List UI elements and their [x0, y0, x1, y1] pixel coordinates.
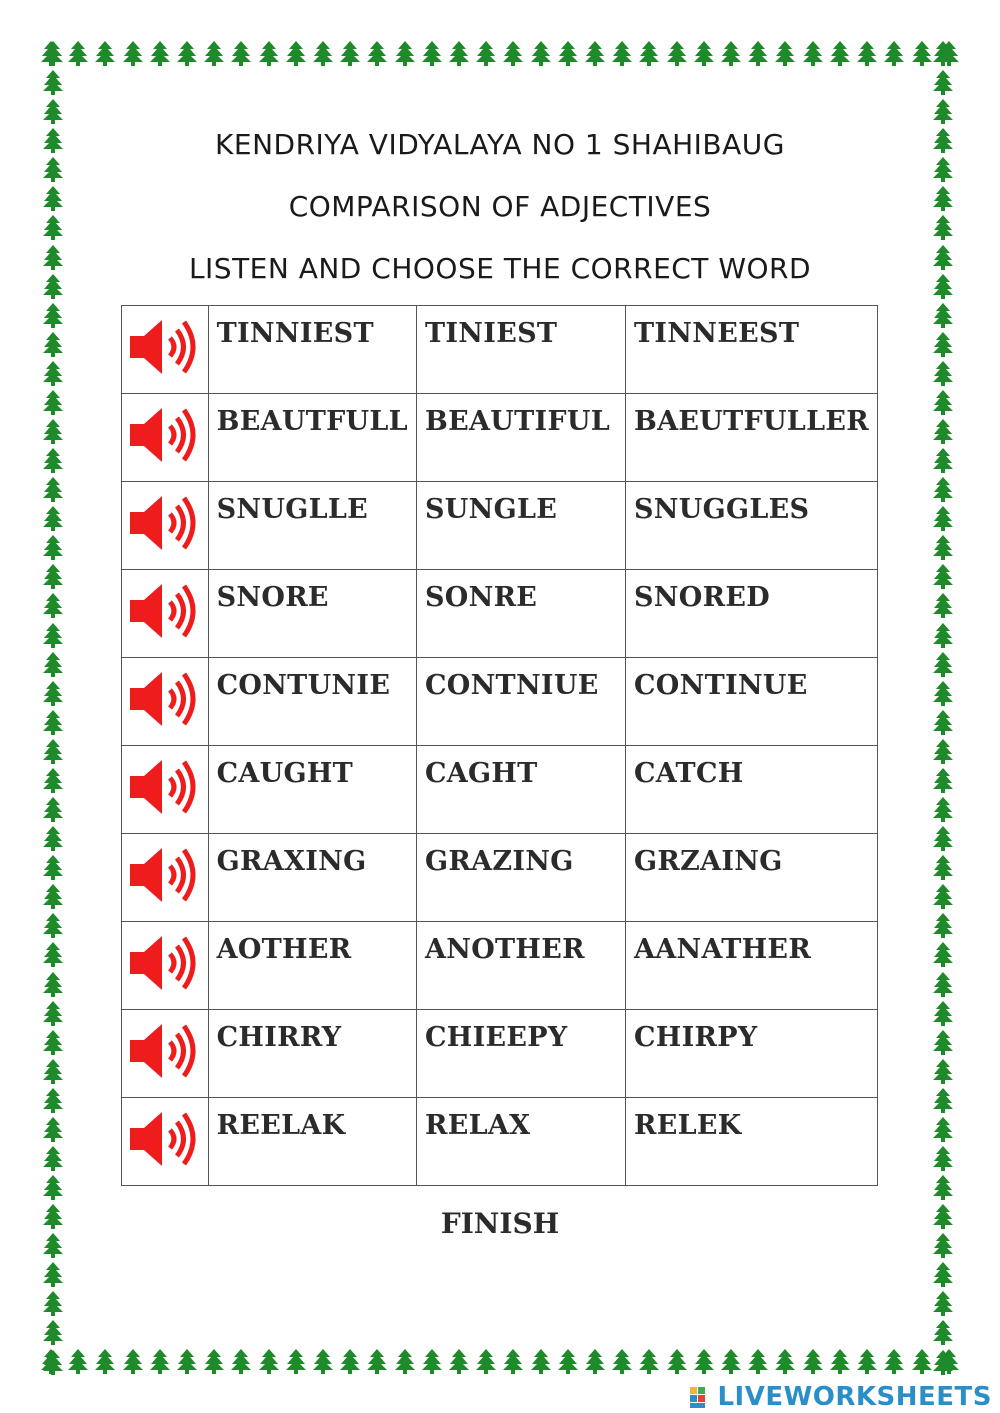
option-cell [625, 922, 877, 1010]
border-bottom [40, 1348, 960, 1374]
tree-icon [42, 883, 64, 909]
tree-icon [42, 854, 64, 880]
word-option[interactable]: SNUGGLES [633, 494, 810, 525]
tree-icon [932, 709, 954, 735]
option-cell [208, 658, 416, 746]
tree-icon [932, 1261, 954, 1287]
speaker-cell [122, 746, 209, 834]
tree-icon [42, 360, 64, 386]
tree-icon [366, 40, 388, 66]
tree-icon [42, 1029, 64, 1055]
tree-icon [932, 331, 954, 357]
tree-icon [42, 1174, 64, 1200]
tree-icon [932, 1029, 954, 1055]
tree-icon [932, 854, 954, 880]
tree-icon [932, 1058, 954, 1084]
tree-icon [366, 1348, 388, 1374]
tree-icon [932, 505, 954, 531]
tree-icon [932, 738, 954, 764]
tree-icon [42, 622, 64, 648]
tree-icon [42, 447, 64, 473]
tree-icon [932, 622, 954, 648]
tree-icon [693, 40, 715, 66]
table-row [122, 1098, 878, 1186]
tree-icon [638, 1348, 660, 1374]
tree-icon [932, 447, 954, 473]
tree-icon [42, 331, 64, 357]
tree-icon [421, 40, 443, 66]
tree-icon [932, 418, 954, 444]
tree-icon [932, 883, 954, 909]
tree-icon [42, 651, 64, 677]
brand-logo-icon [689, 1384, 715, 1410]
option-cell [208, 746, 416, 834]
tree-icon [42, 767, 64, 793]
tree-icon [42, 505, 64, 531]
tree-icon [932, 825, 954, 851]
tree-icon [932, 680, 954, 706]
word-option[interactable]: REELAK [216, 1110, 346, 1141]
option-cell [208, 922, 416, 1010]
liveworksheets-logo [689, 1383, 992, 1411]
tree-icon [932, 98, 954, 124]
word-option[interactable]: RELAX [424, 1110, 531, 1141]
speaker-icon[interactable] [126, 1016, 204, 1084]
tree-icon [502, 1348, 524, 1374]
tree-icon [802, 40, 824, 66]
table-row [122, 746, 878, 834]
option-cell [625, 658, 877, 746]
option-cell [208, 1010, 416, 1098]
tree-icon [339, 40, 361, 66]
option-cell [416, 922, 625, 1010]
speaker-icon[interactable] [126, 664, 204, 732]
option-cell [625, 482, 877, 570]
word-option[interactable]: AANATHER [633, 934, 812, 965]
option-cell [625, 570, 877, 658]
tree-icon [932, 302, 954, 328]
tree-icon [911, 40, 933, 66]
school-title: KENDRIYA VIDYALAYA NO 1 SHAHIBAUG [215, 128, 785, 161]
tree-icon [42, 1145, 64, 1171]
word-option[interactable]: SNUGLLE [216, 494, 369, 525]
tree-icon [666, 1348, 688, 1374]
speaker-cell [122, 834, 209, 922]
tree-icon [932, 360, 954, 386]
brand-text: LIVEWORKSHEETS [717, 1382, 992, 1412]
option-cell [625, 746, 877, 834]
tree-icon [394, 1348, 416, 1374]
word-table [121, 305, 878, 1186]
option-cell [416, 394, 625, 482]
border-right [932, 40, 958, 1375]
word-option[interactable]: TINNEEST [633, 318, 800, 349]
word-option[interactable]: GRZAING [633, 846, 783, 877]
tree-icon [149, 1348, 171, 1374]
tree-icon [176, 40, 198, 66]
word-option[interactable]: CAUGHT [216, 758, 354, 789]
tree-icon [203, 40, 225, 66]
tree-icon [932, 69, 954, 95]
tree-icon [312, 40, 334, 66]
option-cell [208, 834, 416, 922]
tree-icon [312, 1348, 334, 1374]
option-cell [416, 746, 625, 834]
tree-icon [932, 389, 954, 415]
tree-icon [774, 40, 796, 66]
tree-icon [42, 534, 64, 560]
option-cell [416, 1010, 625, 1098]
word-option[interactable]: AOTHER [216, 934, 352, 965]
tree-icon [176, 1348, 198, 1374]
speaker-icon[interactable] [126, 840, 204, 908]
tree-icon [42, 1058, 64, 1084]
tree-icon [42, 680, 64, 706]
tree-icon [448, 40, 470, 66]
tree-icon [149, 40, 171, 66]
speaker-icon[interactable] [126, 488, 204, 556]
tree-icon [584, 1348, 606, 1374]
table-row [122, 306, 878, 394]
tree-icon [932, 592, 954, 618]
tree-icon [932, 1087, 954, 1113]
tree-icon [475, 1348, 497, 1374]
table-row [122, 834, 878, 922]
option-cell [416, 658, 625, 746]
tree-icon [611, 40, 633, 66]
tree-icon [720, 40, 742, 66]
tree-icon [42, 40, 64, 66]
word-option[interactable]: SUNGLE [424, 494, 558, 525]
tree-icon [932, 651, 954, 677]
tree-icon [611, 1348, 633, 1374]
speaker-icon[interactable] [126, 1104, 204, 1172]
tree-icon [932, 1000, 954, 1026]
tree-icon [747, 40, 769, 66]
speaker-icon[interactable] [126, 576, 204, 644]
table-row [122, 1010, 878, 1098]
tree-icon [122, 40, 144, 66]
word-option[interactable]: SONRE [424, 582, 538, 613]
speaker-cell [122, 570, 209, 658]
option-cell [625, 834, 877, 922]
word-option[interactable]: BEAUTIFUL [424, 406, 610, 437]
tree-icon [932, 534, 954, 560]
tree-icon [421, 1348, 443, 1374]
tree-icon [42, 1290, 64, 1316]
tree-icon [638, 40, 660, 66]
option-cell [416, 306, 625, 394]
speaker-cell [122, 394, 209, 482]
speaker-icon[interactable] [126, 752, 204, 820]
word-option[interactable]: SNORED [633, 582, 770, 613]
tree-icon [42, 476, 64, 502]
tree-icon [258, 1348, 280, 1374]
tree-icon [203, 1348, 225, 1374]
speaker-icon[interactable] [126, 400, 204, 468]
option-cell [416, 1098, 625, 1186]
speaker-icon[interactable] [126, 928, 204, 996]
tree-icon [932, 1116, 954, 1142]
option-cell [416, 482, 625, 570]
word-option[interactable]: TINNIEST [216, 318, 374, 349]
tree-icon [122, 1348, 144, 1374]
tree-icon [883, 40, 905, 66]
tree-icon [856, 40, 878, 66]
tree-icon [932, 563, 954, 589]
tree-icon [829, 1348, 851, 1374]
table-row [122, 394, 878, 482]
word-option[interactable]: CHIEEPY [424, 1022, 568, 1053]
tree-icon [932, 912, 954, 938]
tree-icon [932, 1174, 954, 1200]
tree-icon [42, 1087, 64, 1113]
tree-icon [932, 767, 954, 793]
word-option[interactable]: SNORE [216, 582, 329, 613]
tree-icon [856, 1348, 878, 1374]
option-cell [625, 394, 877, 482]
word-option[interactable]: RELEK [633, 1110, 742, 1141]
tree-icon [557, 40, 579, 66]
tree-icon [394, 40, 416, 66]
tree-icon [230, 1348, 252, 1374]
speaker-cell [122, 1098, 209, 1186]
tree-icon [42, 563, 64, 589]
tree-icon [774, 1348, 796, 1374]
speaker-cell [122, 482, 209, 570]
tree-icon [530, 40, 552, 66]
tree-icon [42, 971, 64, 997]
border-top [40, 40, 960, 66]
tree-icon [829, 40, 851, 66]
word-option[interactable]: CATCH [633, 758, 744, 789]
tree-icon [258, 40, 280, 66]
tree-icon [42, 1000, 64, 1026]
speaker-cell [122, 306, 209, 394]
word-option[interactable]: BEAUTFULL [216, 406, 408, 437]
option-cell [416, 570, 625, 658]
word-option[interactable]: ANOTHER [424, 934, 585, 965]
tree-icon [448, 1348, 470, 1374]
finish-button[interactable]: FINISH [440, 1207, 560, 1240]
tree-icon [42, 1261, 64, 1287]
word-option[interactable]: CONTNIUE [424, 670, 599, 701]
tree-icon [42, 418, 64, 444]
tree-icon [339, 1348, 361, 1374]
word-option[interactable]: BAEUTFULLER [633, 406, 869, 437]
tree-icon [94, 40, 116, 66]
word-option[interactable]: CHIRRY [216, 1022, 342, 1053]
option-cell [208, 1098, 416, 1186]
tree-icon [530, 1348, 552, 1374]
table-row [122, 658, 878, 746]
tree-icon [42, 69, 64, 95]
tree-icon [42, 1116, 64, 1142]
option-cell [208, 482, 416, 570]
table-row [122, 922, 878, 1010]
speaker-icon[interactable] [126, 312, 204, 380]
word-option[interactable]: CONTINUE [633, 670, 808, 701]
tree-icon [932, 40, 954, 66]
tree-icon [932, 971, 954, 997]
tree-icon [42, 1319, 64, 1345]
tree-icon [747, 1348, 769, 1374]
word-option[interactable]: GRAZING [424, 846, 574, 877]
tree-icon [932, 796, 954, 822]
tree-icon [502, 40, 524, 66]
border-left [42, 40, 68, 1375]
tree-icon [67, 1348, 89, 1374]
tree-icon [932, 1349, 954, 1375]
tree-icon [42, 709, 64, 735]
instruction-title: LISTEN AND CHOOSE THE CORRECT WORD [188, 252, 812, 285]
word-option[interactable]: TINIEST [424, 318, 558, 349]
tree-icon [67, 40, 89, 66]
tree-icon [42, 912, 64, 938]
topic-title: COMPARISON OF ADJECTIVES [288, 190, 712, 223]
table-row [122, 482, 878, 570]
tree-icon [584, 40, 606, 66]
tree-icon [932, 1290, 954, 1316]
tree-icon [720, 1348, 742, 1374]
tree-icon [932, 476, 954, 502]
option-cell [208, 394, 416, 482]
option-cell [416, 834, 625, 922]
option-cell [625, 1010, 877, 1098]
tree-icon [911, 1348, 933, 1374]
speaker-cell [122, 1010, 209, 1098]
word-option[interactable]: CONTUNIE [216, 670, 391, 701]
tree-icon [802, 1348, 824, 1374]
tree-icon [475, 40, 497, 66]
tree-icon [285, 1348, 307, 1374]
speaker-cell [122, 658, 209, 746]
option-cell [208, 570, 416, 658]
option-cell [625, 306, 877, 394]
option-cell [208, 306, 416, 394]
tree-icon [42, 592, 64, 618]
tree-icon [932, 1145, 954, 1171]
tree-icon [42, 825, 64, 851]
tree-icon [42, 389, 64, 415]
word-option[interactable]: CAGHT [424, 758, 538, 789]
speaker-cell [122, 922, 209, 1010]
tree-icon [285, 40, 307, 66]
tree-icon [932, 1319, 954, 1345]
word-option[interactable]: CHIRPY [633, 1022, 758, 1053]
tree-icon [42, 941, 64, 967]
tree-icon [42, 796, 64, 822]
tree-icon [693, 1348, 715, 1374]
tree-icon [42, 98, 64, 124]
tree-icon [557, 1348, 579, 1374]
tree-icon [883, 1348, 905, 1374]
tree-icon [42, 738, 64, 764]
option-cell [625, 1098, 877, 1186]
tree-icon [932, 941, 954, 967]
tree-icon [666, 40, 688, 66]
word-option[interactable]: GRAXING [216, 846, 367, 877]
tree-icon [94, 1348, 116, 1374]
tree-icon [230, 40, 252, 66]
tree-icon [42, 302, 64, 328]
tree-icon [42, 1349, 64, 1375]
table-row [122, 570, 878, 658]
